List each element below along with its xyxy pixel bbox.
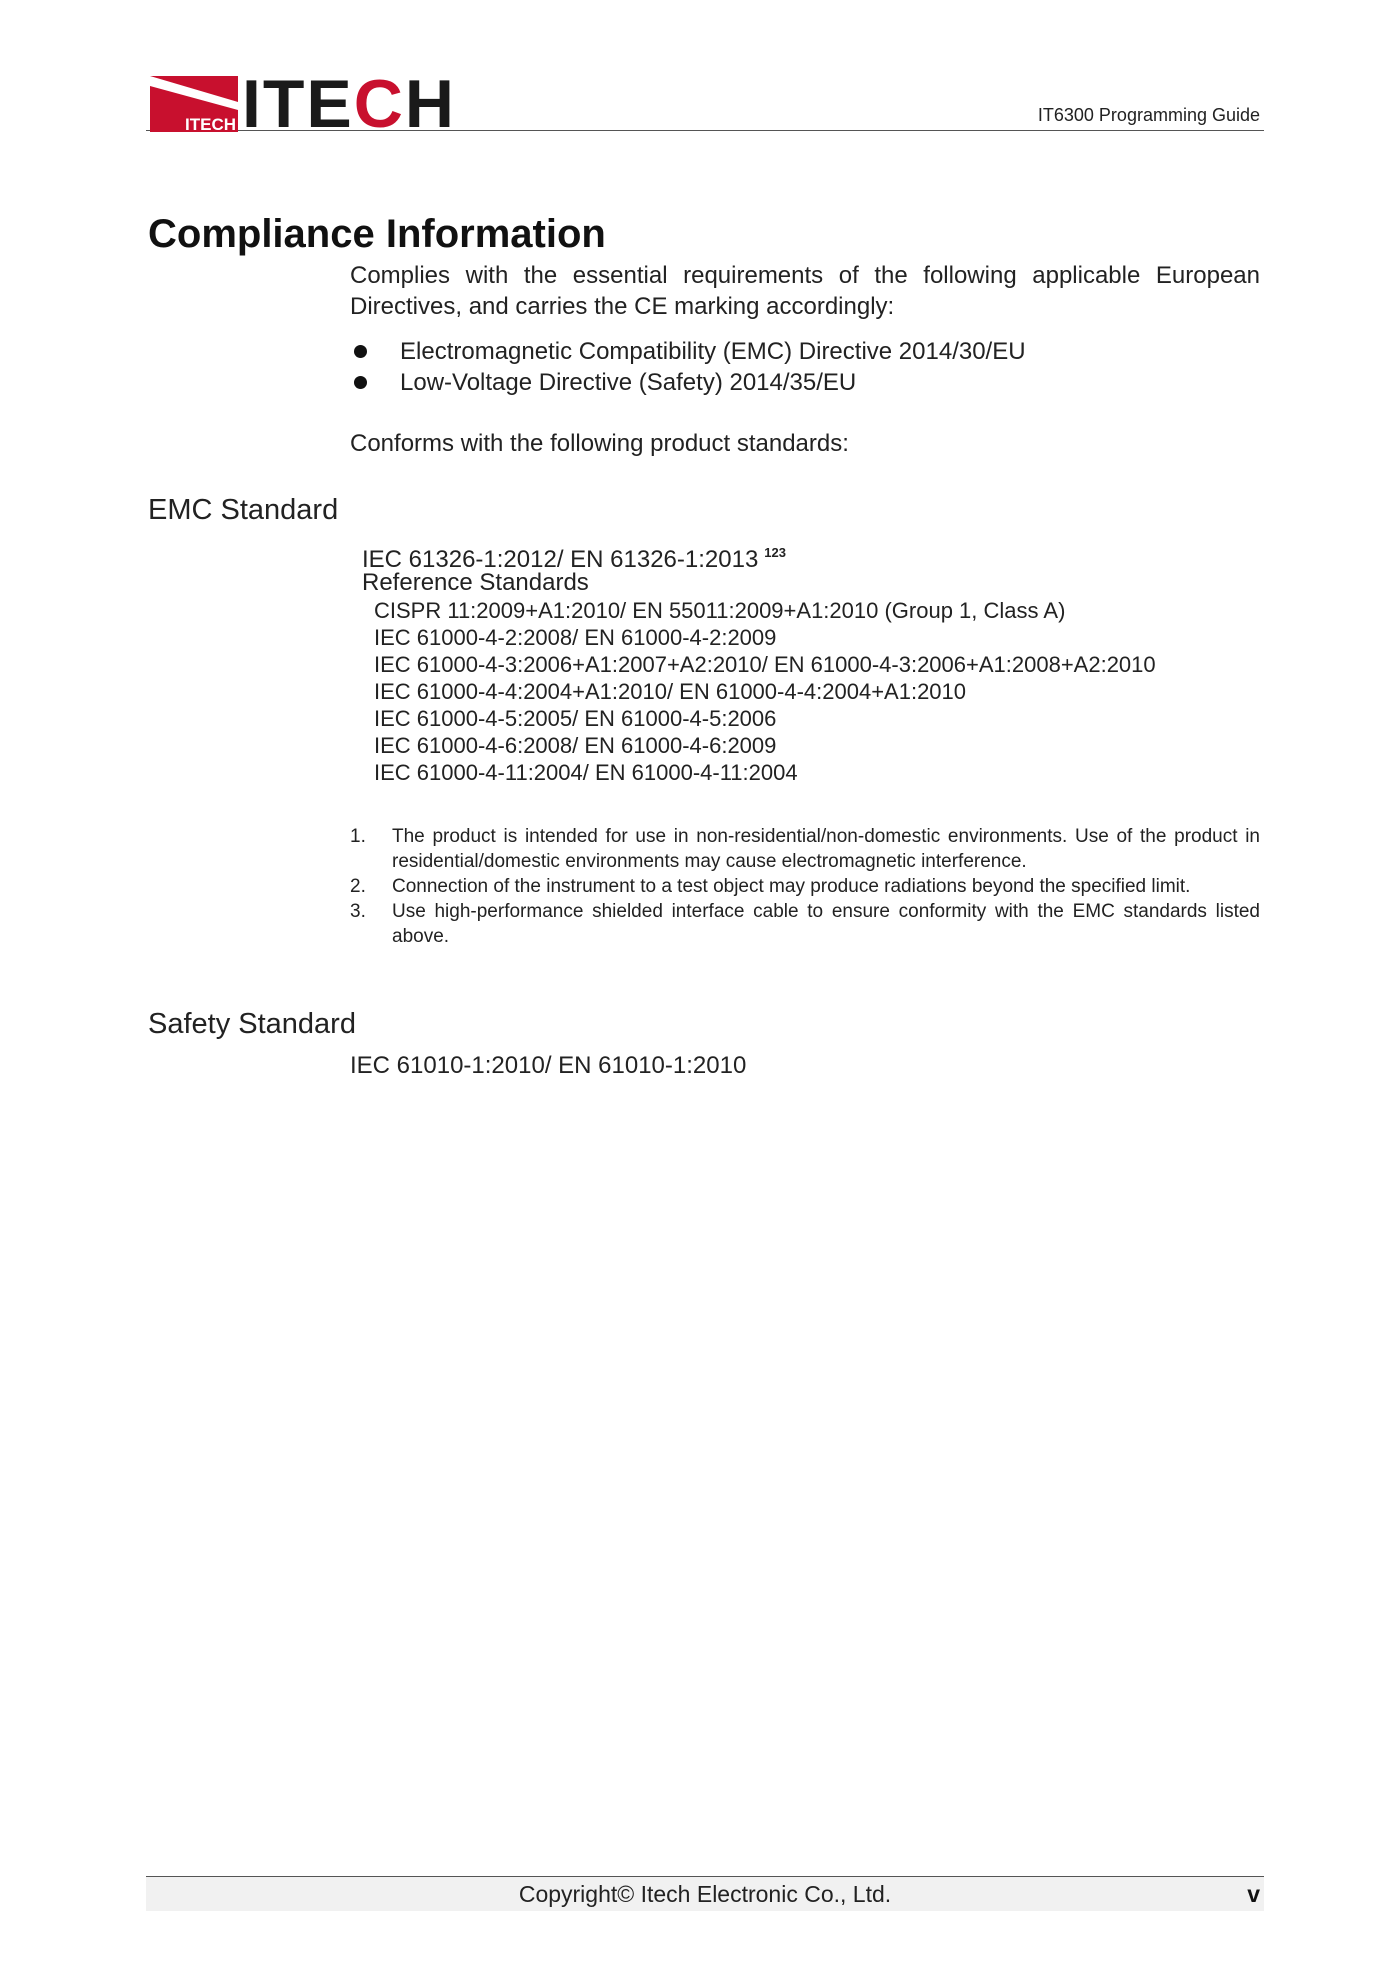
page-header	[146, 64, 1264, 142]
list-item: Low-Voltage Directive (Safety) 2014/35/EU	[350, 367, 1026, 398]
conforms-text: Conforms with the following product standards:	[350, 430, 849, 457]
reference-standards-list	[374, 597, 1156, 786]
safety-section-heading: Safety Standard	[148, 1008, 356, 1040]
list-item: IEC 61000-4-4:2004+A1:2010/ EN 61000-4-4:2004+A1:2010	[374, 679, 967, 704]
emc-notes-list	[350, 824, 1260, 949]
list-item: 2. Connection of the instrument to a test object may produce radiations beyond the specified limit.	[350, 876, 1191, 897]
copyright-text: Copyright© Itech Electronic Co., Ltd.	[518, 1881, 892, 1907]
page-number: v	[1247, 1881, 1260, 1907]
list-item: IEC 61000-4-11:2004/ EN 61000-4-11:2004	[374, 760, 798, 785]
safety-standard: IEC 61010-1:2010/ EN 61010-1:2010	[350, 1052, 747, 1079]
logo-small-text: ITECH	[185, 115, 236, 132]
itech-logo	[150, 66, 457, 142]
list-item: IEC 61000-4-6:2008/ EN 61000-4-6:2009	[374, 733, 777, 758]
bullet-icon	[354, 345, 367, 358]
directive-list	[350, 336, 1026, 398]
itech-logo-mark-icon	[150, 76, 238, 132]
intro-paragraph: Complies with the essential requirements of the following applicable European Directives, and carries the CE marking accordingly:	[350, 262, 1260, 320]
page-footer	[146, 1876, 1264, 1911]
emc-section-heading: EMC Standard	[148, 494, 339, 526]
list-item: Electromagnetic Compatibility (EMC) Directive 2014/30/EU	[350, 336, 1026, 367]
list-item: IEC 61000-4-3:2006+A1:2007+A2:2010/ EN 61000-4-3:2006+A1:2008+A2:2010	[374, 652, 1156, 677]
list-item: IEC 61000-4-2:2008/ EN 61000-4-2:2009	[374, 625, 777, 650]
reference-standards-heading: Reference Standards	[362, 569, 589, 596]
logo-wordmark: ITECH	[242, 66, 457, 142]
note-references: 123	[764, 545, 786, 560]
list-item: IEC 61000-4-5:2005/ EN 61000-4-5:2006	[374, 706, 777, 731]
list-item: 3. Use high-performance shielded interface cable to ensure conformity with the EMC standards listed above.	[350, 901, 1260, 947]
emc-main-standard: IEC 61326-1:2012/ EN 61326-1:2013 $^{123}$	[362, 545, 786, 573]
document-title: IT6300 Programming Guide	[1037, 105, 1260, 125]
bullet-icon	[354, 376, 367, 389]
list-item: CISPR 11:2009+A1:2010/ EN 55011:2009+A1:2010 (Group 1, Class A)	[374, 598, 1066, 623]
list-item: 1. The product is intended for use in non-residential/non-domestic environments. Use of the product in residential/domestic environments may cause electromagnetic interference.	[350, 826, 1260, 872]
page-title: Compliance Information	[148, 212, 606, 256]
